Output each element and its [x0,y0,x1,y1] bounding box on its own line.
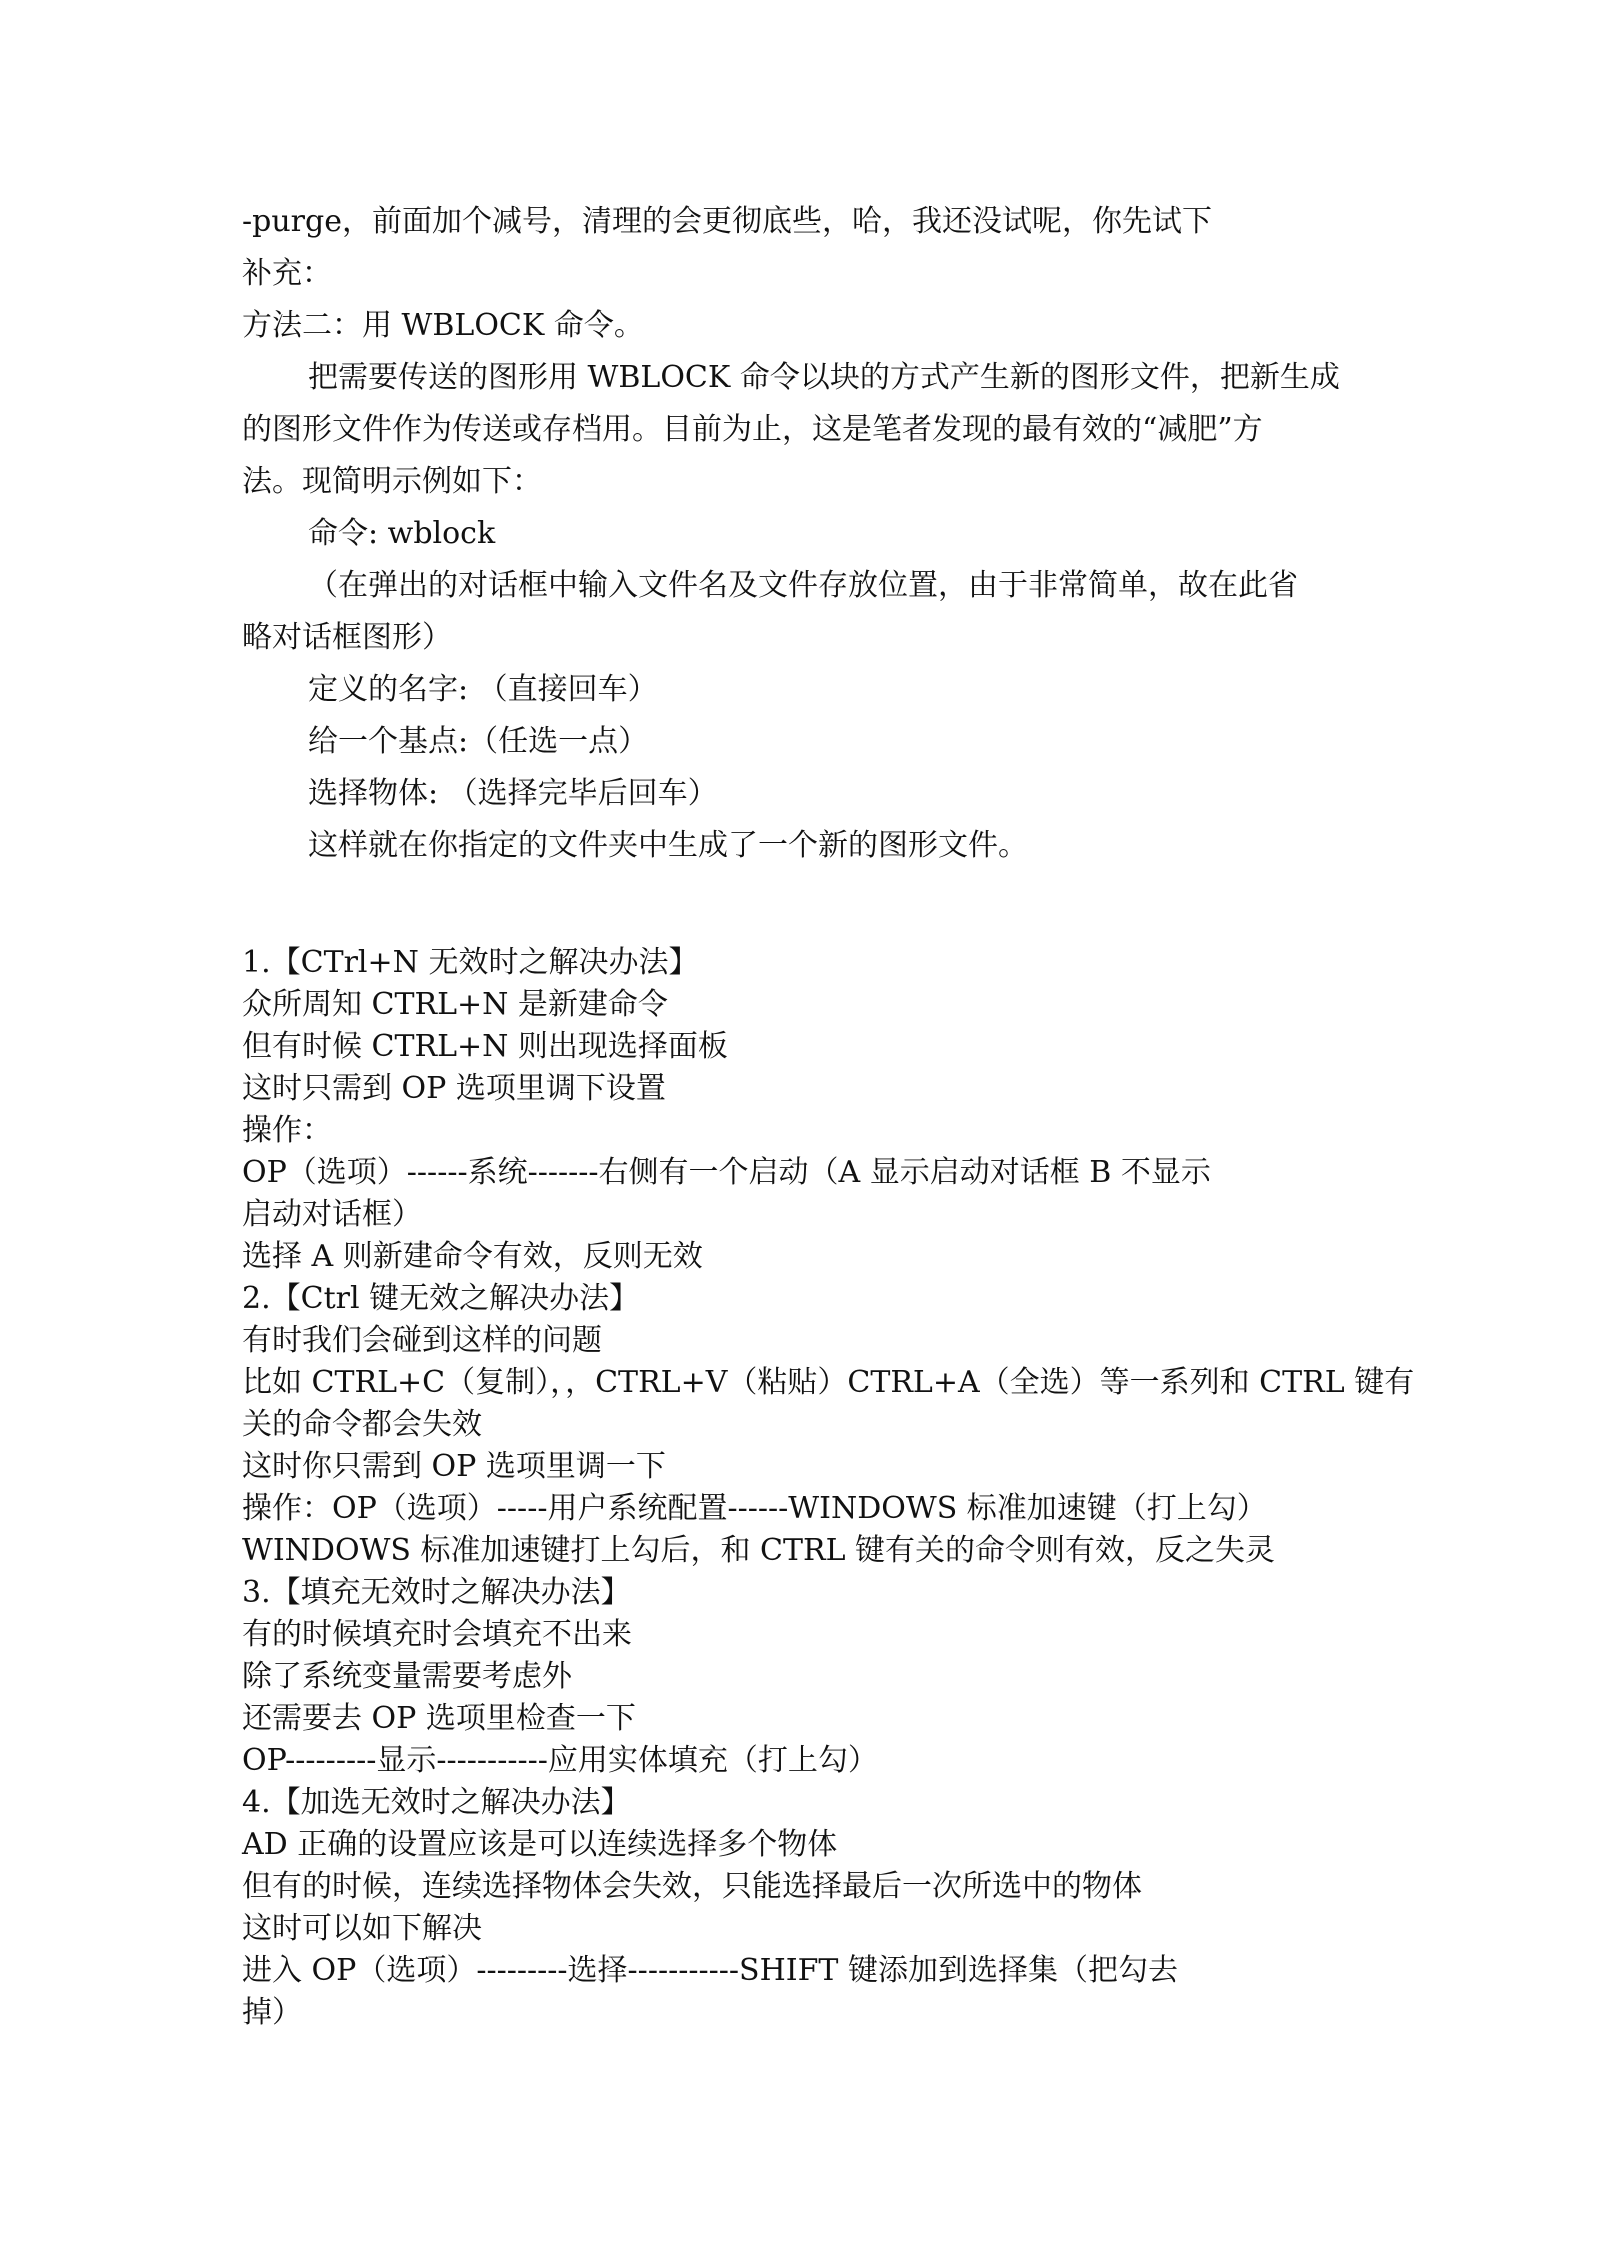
tip-line: 这时可以如下解决 [242,1911,482,1946]
tip-line: 操作： [242,1113,332,1148]
text-line: -purge，前面加个减号，清理的会更彻底些，哈，我还没试呢，你先试下 [242,204,1212,239]
text-line: 法。现简明示例如下： [242,464,542,499]
text-line: 略对话框图形） [242,620,452,655]
intro-section [242,196,1362,872]
document-body [242,196,1415,2034]
text-line: 方法二：用 WBLOCK 命令。 [242,308,644,343]
text-line: 给一个基点:（任选一点） [308,724,649,759]
tip-line: 众所周知 CTRL+N 是新建命令 [242,987,668,1022]
tip-heading: 3.【填充无效时之解决办法】 [242,1575,631,1610]
tip-line: AD 正确的设置应该是可以连续选择多个物体 [242,1827,838,1862]
tip-line: OP---------显示-----------应用实体填充（打上勾） [242,1743,878,1778]
tip-line: WINDOWS 标准加速键打上勾后，和 CTRL 键有关的命令则有效，反之失灵 [242,1533,1276,1568]
tip-line: 这时你只需到 OP 选项里调一下 [242,1449,666,1484]
tip-heading: 2.【Ctrl 键无效之解决办法】 [242,1281,640,1316]
paragraph-gap [242,872,1362,924]
text-line: 定义的名字: （直接回车） [308,672,658,707]
tip-line: 这时只需到 OP 选项里调下设置 [242,1071,666,1106]
tip-line: 比如 CTRL+C（复制），，CTRL+V（粘贴）CTRL+A（全选）等一系列和 CTRL 键有 [242,1365,1415,1400]
tip-line: 选择 A 则新建命令有效，反则无效 [242,1239,703,1274]
tip-line: 但有时候 CTRL+N 则出现选择面板 [242,1029,728,1064]
text-line: （在弹出的对话框中输入文件名及文件存放位置，由于非常简单，故在此省 [308,568,1298,603]
text-line: 补充： [242,256,332,291]
tip-line: 有时我们会碰到这样的问题 [242,1323,602,1358]
tip-heading: 1.【CTrl+N 无效时之解决办法】 [242,945,699,980]
tip-line: 有的时候填充时会填充不出来 [242,1617,632,1652]
tip-line: 启动对话框） [242,1197,422,1232]
tip-heading: 4.【加选无效时之解决办法】 [242,1785,631,1820]
tip-line: 操作：OP（选项）-----用户系统配置------WINDOWS 标准加速键（打上勾） [242,1491,1267,1526]
text-line: 选择物体: （选择完毕后回车） [308,776,718,811]
tip-line: 进入 OP（选项）---------选择-----------SHIFT 键添加到选择集（把勾去 [242,1953,1178,1988]
tip-line: OP（选项）------系统-------右侧有一个启动（A 显示启动对话框 B 不显示 [242,1155,1211,1190]
paragraph-spacer [242,924,1362,942]
tip-line: 关的命令都会失效 [242,1407,482,1442]
tip-line: 还需要去 OP 选项里检查一下 [242,1701,636,1736]
text-line: 命令: wblock [308,516,496,551]
tips-section [242,942,1415,2034]
text-line: 把需要传送的图形用 WBLOCK 命令以块的方式产生新的图形文件，把新生成 [308,360,1340,395]
tip-line: 除了系统变量需要考虑外 [242,1659,572,1694]
text-line: 的图形文件作为传送或存档用。目前为止，这是笔者发现的最有效的“减肥”方 [242,412,1263,447]
tip-line: 掉） [242,1995,302,2030]
tip-line: 但有的时候，连续选择物体会失效，只能选择最后一次所选中的物体 [242,1869,1142,1904]
text-line: 这样就在你指定的文件夹中生成了一个新的图形文件。 [308,828,1028,863]
